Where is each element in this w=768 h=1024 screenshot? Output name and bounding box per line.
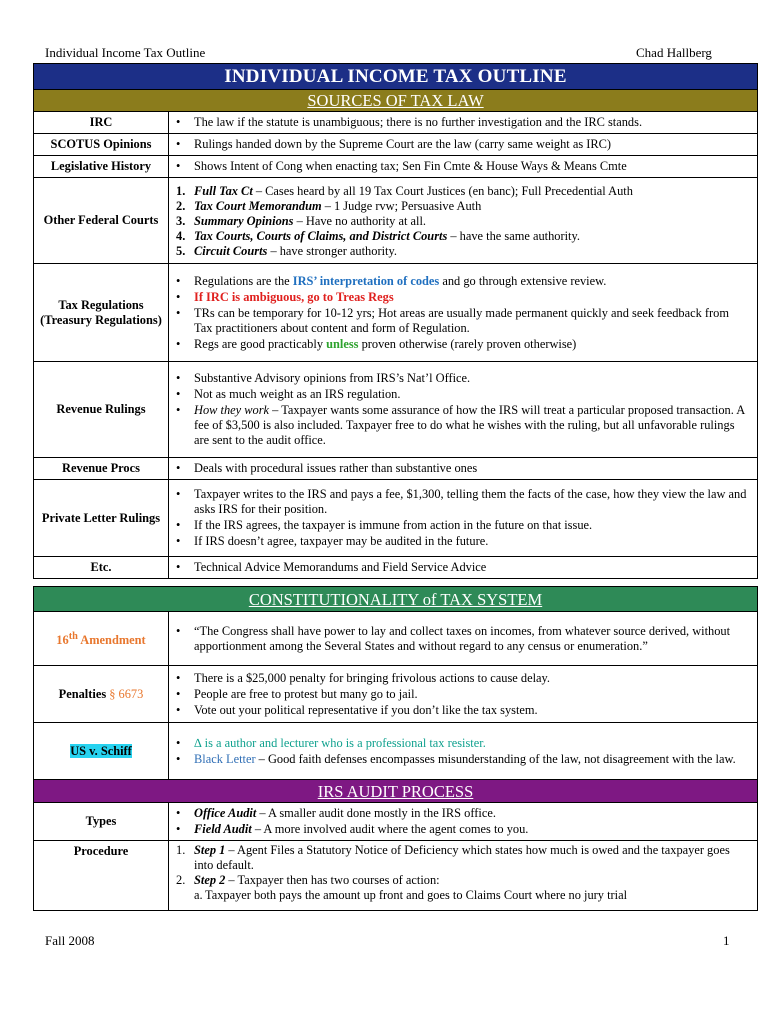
row-label-revenue-rulings: Revenue Rulings	[34, 362, 169, 458]
table-row	[34, 666, 758, 723]
list-item: 1. Step 1 – Agent Files a Statutory Notice of Deficiency which states how much is owed and the taxpayer goes into default.	[176, 843, 730, 872]
list-item: 5. Circuit Courts – have stronger authority.	[176, 243, 397, 258]
bullet: • Shows Intent of Cong when enacting tax; Sen Fin Cmte & House Ways & Means Cmte	[169, 159, 753, 174]
table-row	[34, 480, 758, 557]
table-row	[34, 723, 758, 780]
row-label-us-v-schiff: US v. Schiff	[34, 723, 169, 780]
running-header-author: Chad Hallberg	[636, 45, 712, 60]
table-row	[34, 156, 758, 178]
list-item: 1. Full Tax Ct – Cases heard by all 19 Tax Court Justices (en banc); Full Precedential Auth	[176, 183, 633, 198]
procedure-steps	[169, 841, 757, 904]
bullet: • “The Congress shall have power to lay and collect taxes on incomes, from whatever source derived, without apportionment among the Several States and without regard to any census or enumeration.”	[169, 624, 753, 654]
row-label-penalties: Penalties § 6673	[34, 666, 169, 723]
bullet: • Black Letter – Good faith defenses encompasses misunderstanding of the law, not disagreement with the law.	[169, 752, 753, 767]
table-row	[34, 264, 758, 362]
bullet: • People are free to protest but many go to jail.	[169, 687, 753, 702]
bullet: • Regs are good practicably unless proven otherwise (rarely proven otherwise)	[169, 337, 753, 352]
bullet: • Taxpayer writes to the IRS and pays a fee, $1,300, telling them the facts of the case, how they view the law and asks IRS for their position.	[169, 487, 753, 517]
list-item: 2. Tax Court Memorandum – 1 Judge rvw; Persuasive Auth	[176, 198, 482, 213]
bullet: • Deals with procedural issues rather than substantive ones	[169, 461, 753, 476]
bullet: • The law if the statute is unambiguous; there is no further investigation and the IRC stands.	[169, 115, 753, 130]
constitutionality-audit-table	[33, 586, 758, 911]
row-label-procedure: Procedure	[34, 841, 169, 911]
footer-term: Fall 2008	[45, 933, 95, 948]
bullet: • Not as much weight as an IRS regulation.	[169, 387, 753, 402]
table-row	[34, 362, 758, 458]
row-label-private-letter-rulings: Private Letter Rulings	[34, 480, 169, 557]
section-heading-constitutionality: CONSTITUTIONALITY of TAX SYSTEM	[34, 587, 758, 612]
list-item: 4. Tax Courts, Courts of Claims, and District Courts – have the same authority.	[176, 228, 580, 243]
bullet: • If IRS doesn’t agree, taxpayer may be audited in the future.	[169, 534, 753, 549]
table-row	[34, 612, 758, 666]
outline-title: INDIVIDUAL INCOME TAX OUTLINE	[34, 64, 758, 90]
sources-table	[33, 63, 758, 579]
table-row	[34, 803, 758, 841]
row-label-irc: IRC	[34, 112, 169, 134]
bullet: • Rulings handed down by the Supreme Court are the law (carry same weight as IRC)	[169, 137, 753, 152]
bullet: • If IRC is ambiguous, go to Treas Regs	[169, 290, 753, 305]
bullet: • Office Audit – A smaller audit done mostly in the IRS office.	[169, 806, 753, 821]
table-row	[34, 841, 758, 911]
bullet: • If the IRS agrees, the taxpayer is immune from action in the future on that issue.	[169, 518, 753, 533]
row-label-other-federal-courts: Other Federal Courts	[34, 178, 169, 264]
bullet: • Regulations are the IRS’ interpretation of codes and go through extensive review.	[169, 274, 753, 289]
table-row	[34, 178, 758, 264]
bullet: • ∆ is a author and lecturer who is a professional tax resister.	[169, 736, 753, 751]
row-label-etc: Etc.	[34, 557, 169, 579]
bullet: • Substantive Advisory opinions from IRS’s Nat’l Office.	[169, 371, 753, 386]
row-label-legislative-history: Legislative History	[34, 156, 169, 178]
page-number: 1	[723, 933, 730, 948]
row-label-types: Types	[34, 803, 169, 841]
list-item: 3. Summary Opinions – Have no authority at all.	[176, 213, 426, 228]
bullet: • Field Audit – A more involved audit where the agent comes to you.	[169, 822, 753, 837]
table-row	[34, 112, 758, 134]
row-label-scotus: SCOTUS Opinions	[34, 134, 169, 156]
row-label-revenue-procs: Revenue Procs	[34, 458, 169, 480]
running-header-title: Individual Income Tax Outline	[45, 45, 206, 60]
bullet: • There is a $25,000 penalty for bringing frivolous actions to cause delay.	[169, 671, 753, 686]
bullet: • How they work – Taxpayer wants some assurance of how the IRS will treat a particular proposed transaction. A fee of $3,500 is also included. Taxpayer free to do what he wishes with the ruling, but all unfavorable rulings are sent to the audit office.	[169, 403, 753, 448]
table-row	[34, 458, 758, 480]
table-row	[34, 134, 758, 156]
row-label-tax-regulations: Tax Regulations (Treasury Regulations)	[34, 264, 169, 362]
courts-list	[169, 182, 757, 260]
row-label-16th-amendment: 16th Amendment	[34, 612, 169, 666]
section-heading-audit: IRS AUDIT PROCESS	[34, 780, 758, 803]
bullet: • Vote out your political representative if you don’t like the tax system.	[169, 703, 753, 718]
section-heading-sources: SOURCES OF TAX LAW	[34, 90, 758, 112]
bullet: • Technical Advice Memorandums and Field Service Advice	[169, 560, 753, 575]
table-row	[34, 557, 758, 579]
list-item: a. Taxpayer both pays the amount up front and goes to Claims Court where no jury trial	[194, 888, 628, 902]
list-item: 2. Step 2 – Taxpayer then has two courses of action:	[176, 873, 440, 887]
bullet: • TRs can be temporary for 10-12 yrs; Hot areas are usually made permanent quickly and seek feedback from Tax practitioners about content and form of Regulation.	[169, 306, 753, 336]
